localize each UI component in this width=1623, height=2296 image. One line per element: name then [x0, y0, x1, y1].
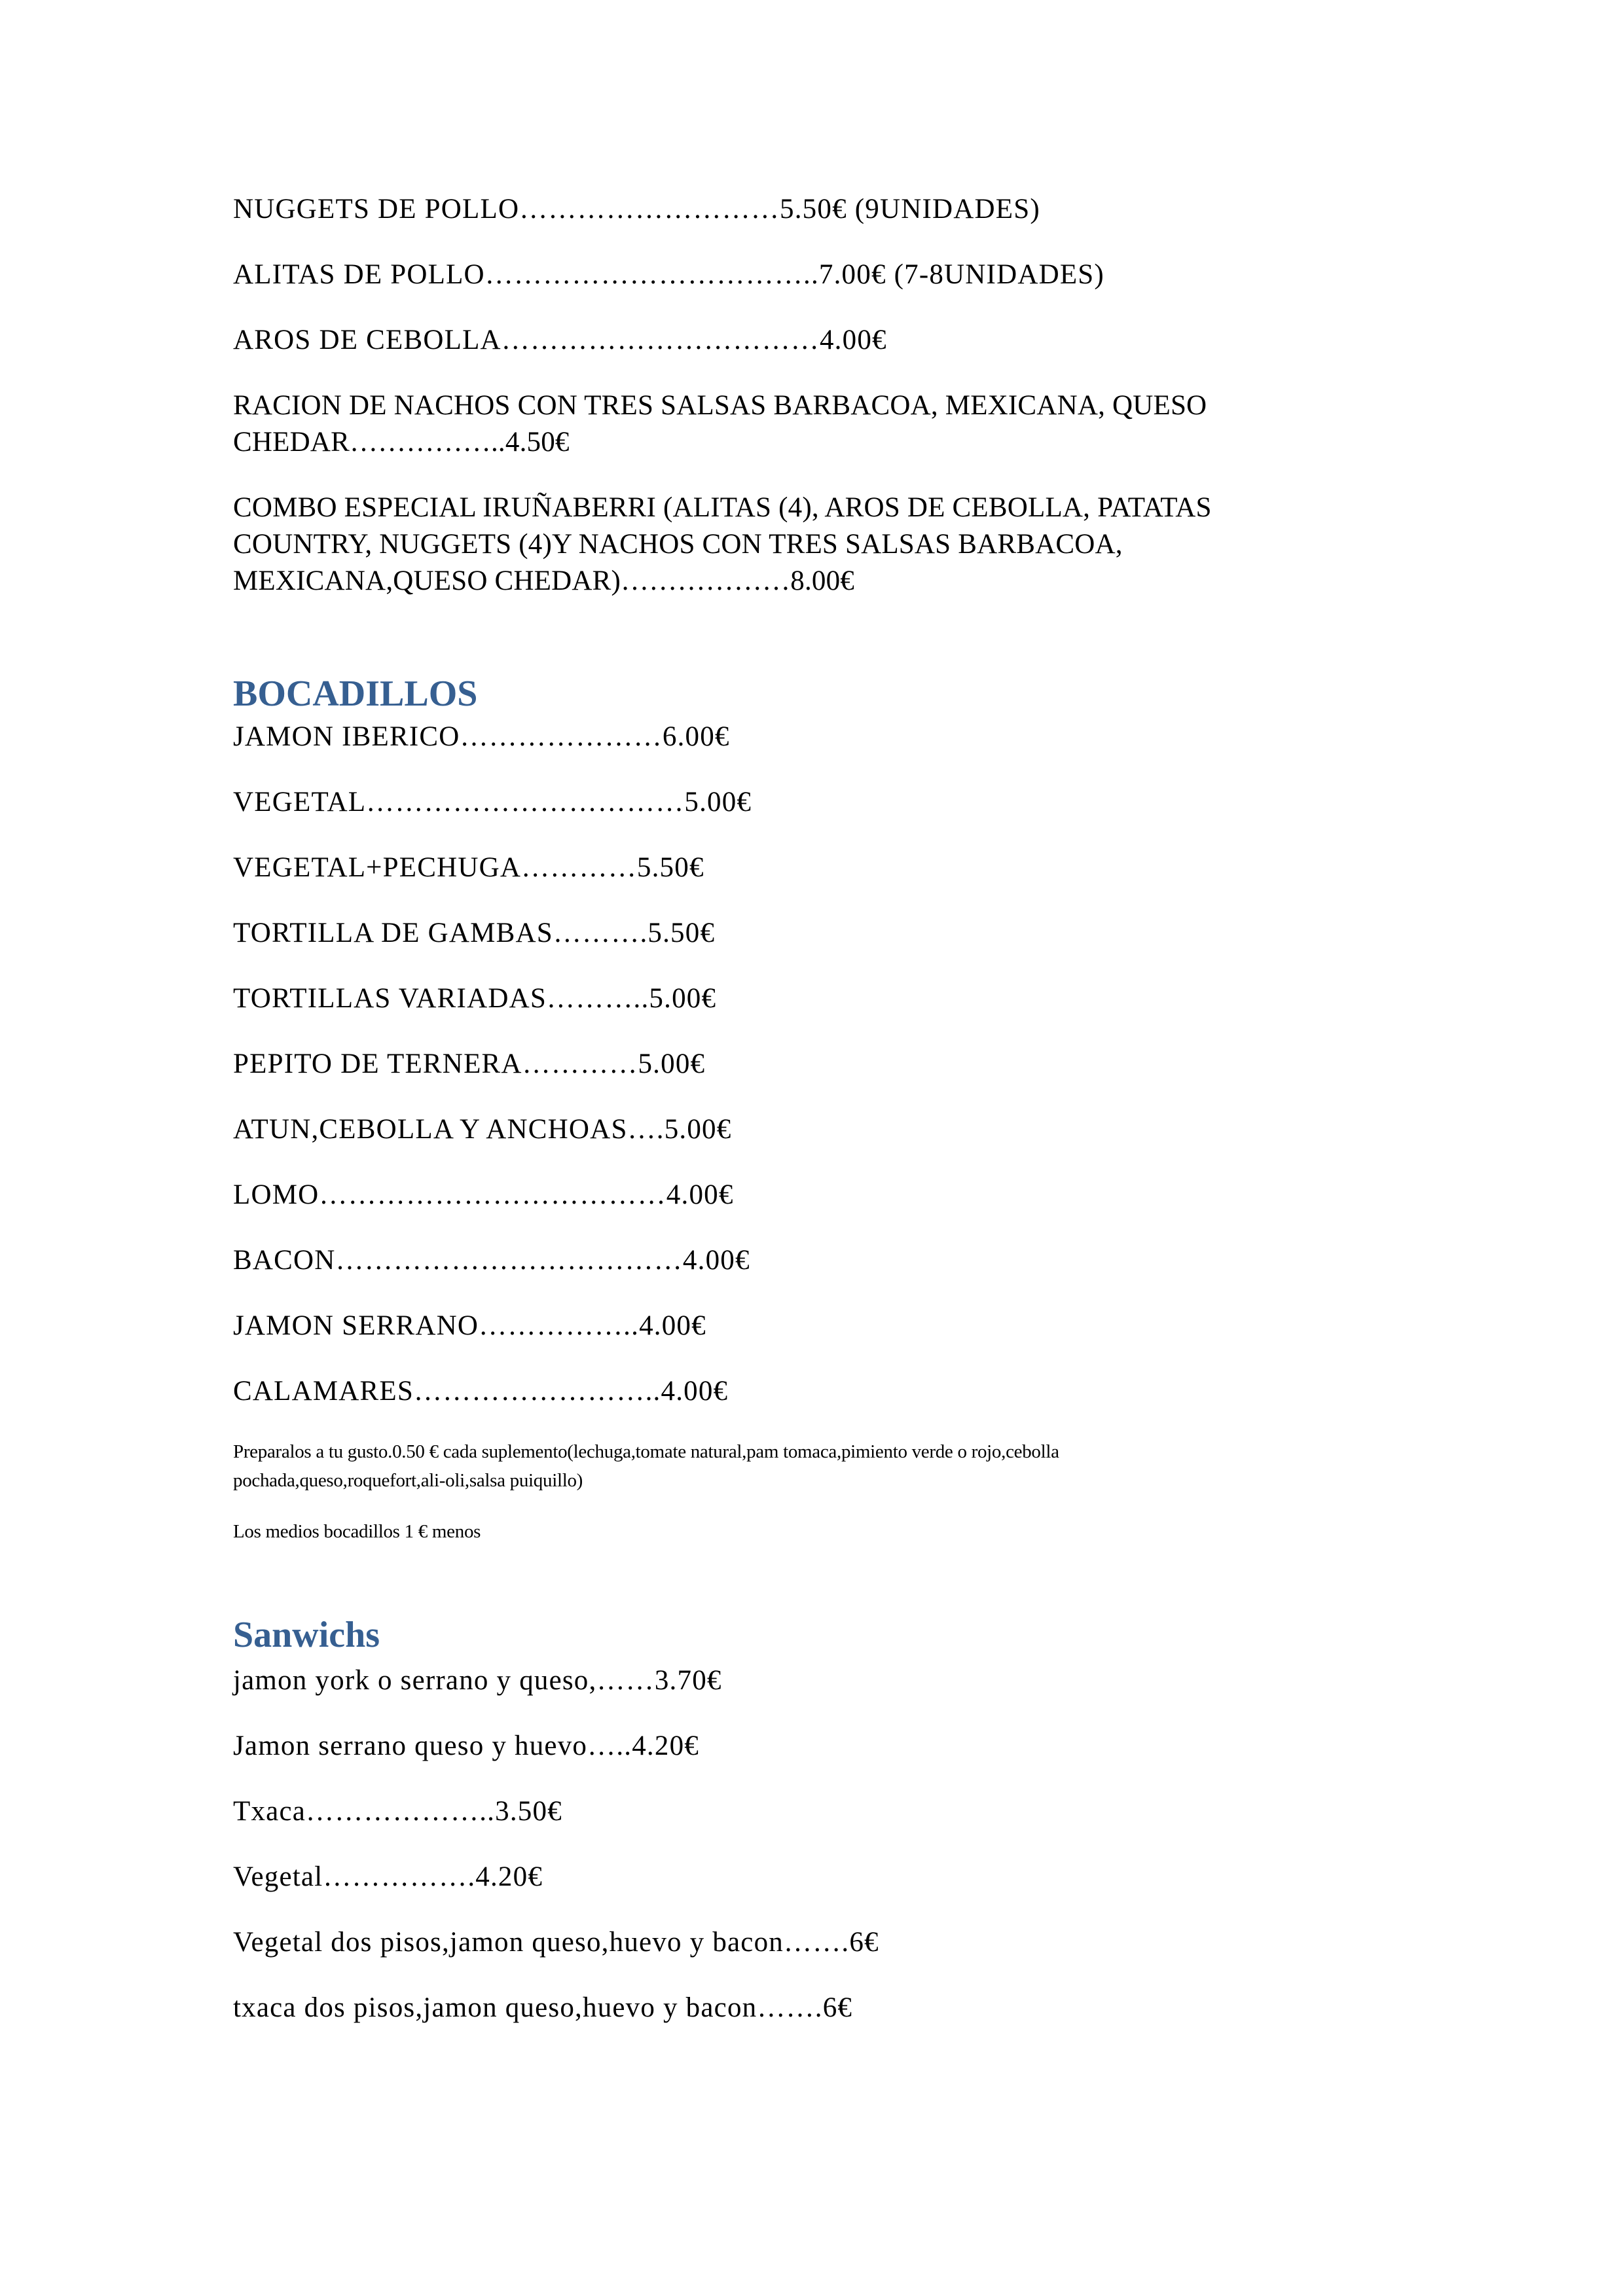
menu-item: TORTILLA DE GAMBAS……….5.50€: [233, 918, 716, 948]
menu-item: TORTILLAS VARIADAS………..5.00€: [233, 983, 717, 1014]
menu-item-combo-line2: COUNTRY, NUGGETS (4)Y NACHOS CON TRES SALSAS BARBACOA,: [233, 529, 1123, 560]
menu-item-aros-cebolla: AROS DE CEBOLLA……………………………4.00€: [233, 325, 887, 355]
supplements-note-line2: pochada,queso,roquefort,ali-oli,salsa puiquillo): [233, 1470, 583, 1491]
menu-item-nachos-line1: RACION DE NACHOS CON TRES SALSAS BARBACOA, MEXICANA, QUESO: [233, 390, 1207, 421]
menu-item: CALAMARES……………………..4.00€: [233, 1376, 729, 1407]
menu-item: PEPITO DE TERNERA…………5.00€: [233, 1049, 706, 1079]
supplements-note-line1: Preparalos a tu gusto.0.50 € cada suplemento(lechuga,tomate natural,pam tomaca,pimiento verde o rojo,cebolla: [233, 1441, 1059, 1462]
menu-item-combo-line3: MEXICANA,QUESO CHEDAR)………………8.00€: [233, 565, 855, 596]
menu-item: JAMON SERRANO……………..4.00€: [233, 1310, 706, 1341]
menu-item-alitas: ALITAS DE POLLO……………………………..7.00€ (7-8UNIDADES): [233, 259, 1104, 290]
section-heading-sanwichs: Sanwichs: [233, 1615, 380, 1655]
menu-item: Vegetal…………….4.20€: [233, 1861, 543, 1892]
section-heading-bocadillos: BOCADILLOS: [233, 673, 478, 714]
half-sandwich-note: Los medios bocadillos 1 € menos: [233, 1521, 481, 1542]
menu-item: Vegetal dos pisos,jamon queso,huevo y bacon…….6€: [233, 1927, 879, 1958]
menu-item: LOMO………………………………4.00€: [233, 1179, 734, 1210]
menu-item-combo-line1: COMBO ESPECIAL IRUÑABERRI (ALITAS (4), AROS DE CEBOLLA, PATATAS: [233, 492, 1212, 523]
menu-item: ATUN,CEBOLLA Y ANCHOAS….5.00€: [233, 1114, 732, 1145]
menu-item: JAMON IBERICO…………………6.00€: [233, 721, 730, 752]
menu-item-nachos-line2: CHEDAR……………..4.50€: [233, 427, 570, 457]
menu-item: VEGETAL+PECHUGA…………5.50€: [233, 852, 704, 883]
menu-item: BACON………………………………4.00€: [233, 1245, 750, 1276]
menu-item-nuggets: NUGGETS DE POLLO………………………5.50€ (9UNIDADES): [233, 194, 1040, 224]
menu-item: Txaca………………..3.50€: [233, 1796, 562, 1827]
menu-item: jamon york o serrano y queso,……3.70€: [233, 1665, 722, 1696]
menu-item: txaca dos pisos,jamon queso,huevo y bacon…….6€: [233, 1992, 853, 2023]
menu-item: VEGETAL……………………………5.00€: [233, 787, 752, 817]
menu-item: Jamon serrano queso y huevo…..4.20€: [233, 1731, 699, 1761]
